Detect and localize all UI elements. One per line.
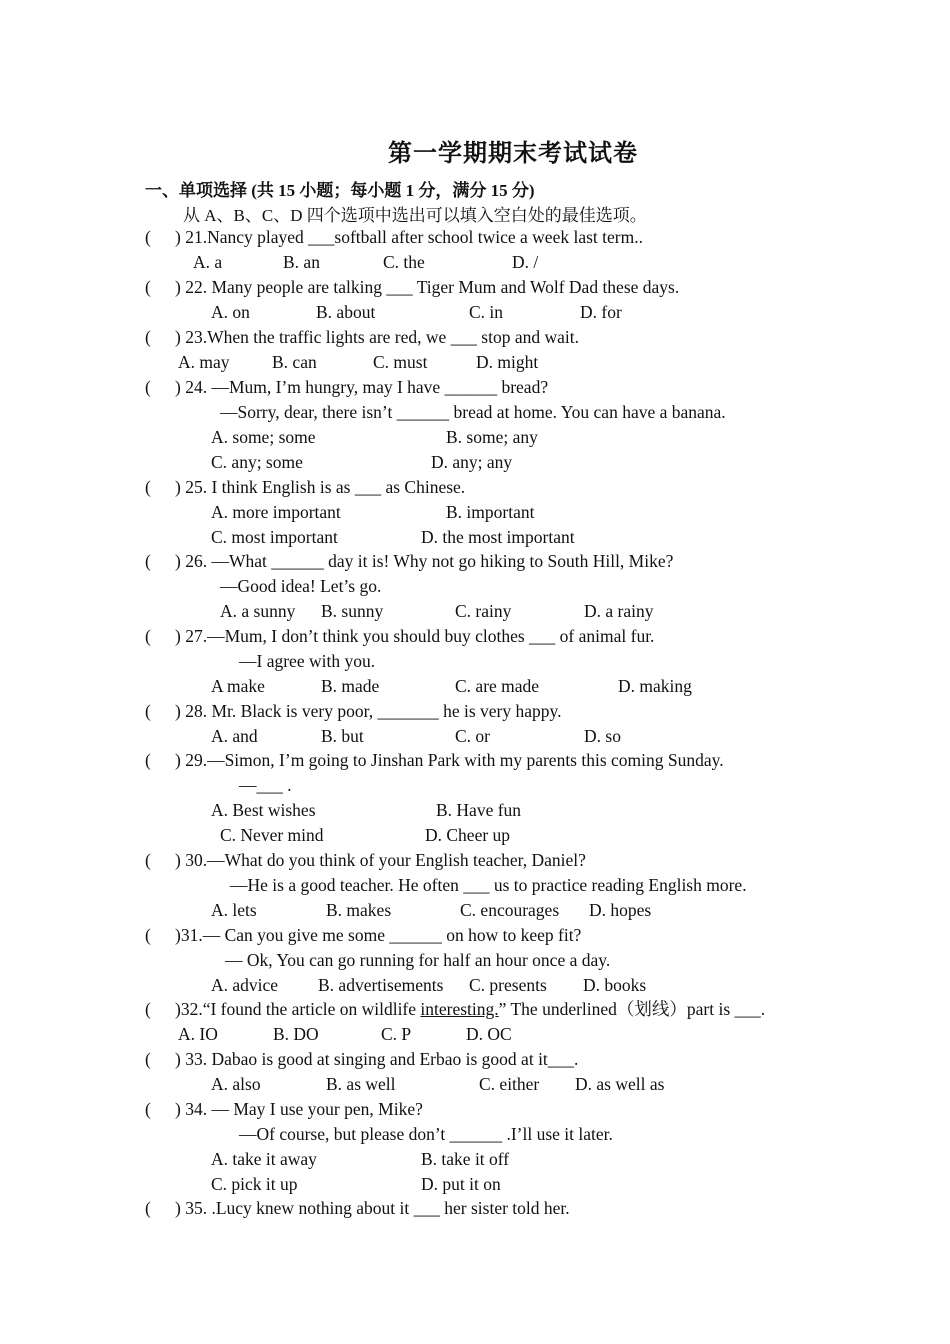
option: A. also (211, 1074, 261, 1094)
option: B. an (283, 252, 320, 272)
answer-paren: ( (145, 1198, 151, 1218)
option: D. so (584, 726, 621, 746)
question-21 (145, 226, 643, 248)
question-stem: ) 30.—What do you think of your English teacher, Daniel? (175, 850, 586, 870)
question-stem: )32.“I found the article on wildlife (175, 999, 421, 1019)
question-stem-end: ” The underlined（划线）part is ___. (498, 999, 766, 1019)
question-stem: ) 35. .Lucy knew nothing about it ___ her sister told her. (175, 1198, 570, 1218)
answer-paren: ( (145, 701, 151, 721)
option: A. a (193, 252, 223, 272)
option: D. might (476, 352, 539, 372)
option: C. must (373, 352, 428, 372)
option: A. take it away (211, 1149, 317, 1169)
option: D. a rainy (584, 601, 654, 621)
answer-paren: ( (145, 999, 151, 1019)
question-stem: ) 23.When the traffic lights are red, we ___ stop and wait. (175, 327, 579, 347)
section-instruction: 从 A、B、C、D 四个选项中选出可以填入空白处的最佳选项。 (183, 206, 647, 225)
answer-paren: ( (145, 1049, 151, 1069)
option: A make (211, 676, 265, 696)
question-stem: )31.— Can you give me some ______ on how to keep fit? (175, 925, 582, 945)
question-32 (145, 998, 765, 1020)
question-35 (145, 1197, 570, 1219)
answer-paren: ( (145, 477, 151, 497)
option: A. a sunny (220, 601, 296, 621)
question-stem: ) 28. Mr. Black is very poor, _______ he is very happy. (175, 701, 562, 721)
option: D. books (583, 975, 647, 995)
question-30 (145, 849, 586, 871)
option: B. makes (326, 900, 392, 920)
question-31 (145, 924, 581, 946)
option: A. some; some (211, 427, 316, 447)
option: D. hopes (589, 900, 652, 920)
option: B. important (446, 502, 535, 522)
option: A. IO (178, 1024, 218, 1044)
question-stem: ) 33. Dabao is good at singing and Erbao is good at it___. (175, 1049, 579, 1069)
option: C. pick it up (211, 1174, 298, 1194)
section-heading: 一、单项选择 (共 15 小题；每小题 1 分，满分 15 分) (145, 181, 535, 200)
question-stem: ) 26. —What ______ day it is! Why not go hiking to South Hill, Mike? (175, 551, 674, 571)
answer-paren: ( (145, 925, 151, 945)
question-stem: ) 24. —Mum, I’m hungry, may I have ______ bread? (175, 377, 549, 397)
question-28 (145, 700, 562, 722)
option: B. as well (326, 1074, 396, 1094)
answer-paren: ( (145, 377, 151, 397)
option: B. DO (273, 1024, 319, 1044)
page-title: 第一学期期末考试试卷 (388, 139, 638, 167)
dialogue-reply: —I agree with you. (239, 651, 376, 671)
option: D. the most important (421, 527, 575, 547)
dialogue-reply: — Ok, You can go running for half an hour once a day. (225, 950, 611, 970)
answer-paren: ( (145, 327, 151, 347)
option: A. lets (211, 900, 257, 920)
question-stem: ) 27.—Mum, I don’t think you should buy clothes ___ of animal fur. (175, 626, 655, 646)
option: D. / (512, 252, 539, 272)
option: C. either (479, 1074, 540, 1094)
dialogue-reply: —He is a good teacher. He often ___ us to practice reading English more. (230, 875, 747, 895)
question-26 (145, 550, 673, 572)
option: D. any; any (431, 452, 513, 472)
question-33 (145, 1048, 578, 1070)
question-25 (145, 476, 465, 498)
answer-paren: ( (145, 750, 151, 770)
question-29 (145, 749, 724, 771)
option: C. the (383, 252, 425, 272)
answer-paren: ( (145, 626, 151, 646)
option: B. about (316, 302, 376, 322)
option: A. more important (211, 502, 341, 522)
option: C. rainy (455, 601, 512, 621)
answer-paren: ( (145, 1099, 151, 1119)
underlined-word: interesting. (420, 999, 499, 1019)
option: D. for (580, 302, 622, 322)
dialogue-reply: —___ . (239, 775, 292, 795)
option: C. presents (469, 975, 547, 995)
question-stem: ) 22. Many people are talking ___ Tiger Mum and Wolf Dad these days. (175, 277, 680, 297)
question-34 (145, 1098, 423, 1120)
answer-paren: ( (145, 277, 151, 297)
option: A. on (211, 302, 250, 322)
option: D. put it on (421, 1174, 501, 1194)
option: C. in (469, 302, 504, 322)
question-stem: ) 34. — May I use your pen, Mike? (175, 1099, 423, 1119)
option: B. but (321, 726, 364, 746)
option: C. Never mind (220, 825, 324, 845)
option: C. or (455, 726, 490, 746)
option: A. advice (211, 975, 279, 995)
option: C. are made (455, 676, 540, 696)
question-22 (145, 276, 679, 298)
option: C. most important (211, 527, 338, 547)
option: B. advertisements (318, 975, 444, 995)
option: B. some; any (446, 427, 538, 447)
question-23 (145, 326, 579, 348)
option: A. may (178, 352, 230, 372)
option: D. making (618, 676, 692, 696)
question-stem: ) 21.Nancy played ___softball after school twice a week last term.. (175, 227, 643, 247)
question-27 (145, 625, 654, 647)
option: B. take it off (421, 1149, 510, 1169)
option: D. Cheer up (425, 825, 511, 845)
option: A. Best wishes (211, 800, 316, 820)
dialogue-reply: —Of course, but please don’t ______ .I’ll use it later. (239, 1124, 613, 1144)
question-stem: ) 29.—Simon, I’m going to Jinshan Park with my parents this coming Sunday. (175, 750, 724, 770)
option: C. P (381, 1024, 412, 1044)
option: D. OC (466, 1024, 512, 1044)
option: A. and (211, 726, 258, 746)
option: C. encourages (460, 900, 560, 920)
answer-paren: ( (145, 227, 151, 247)
dialogue-reply: —Sorry, dear, there isn’t ______ bread at home. You can have a banana. (220, 402, 726, 422)
dialogue-reply: —Good idea! Let’s go. (220, 576, 382, 596)
option: B. sunny (321, 601, 384, 621)
question-stem: ) 25. I think English is as ___ as Chinese. (175, 477, 466, 497)
option: C. any; some (211, 452, 303, 472)
answer-paren: ( (145, 850, 151, 870)
option: D. as well as (575, 1074, 665, 1094)
option: B. Have fun (436, 800, 522, 820)
option: B. made (321, 676, 380, 696)
answer-paren: ( (145, 551, 151, 571)
question-24 (145, 376, 548, 398)
option: B. can (272, 352, 317, 372)
